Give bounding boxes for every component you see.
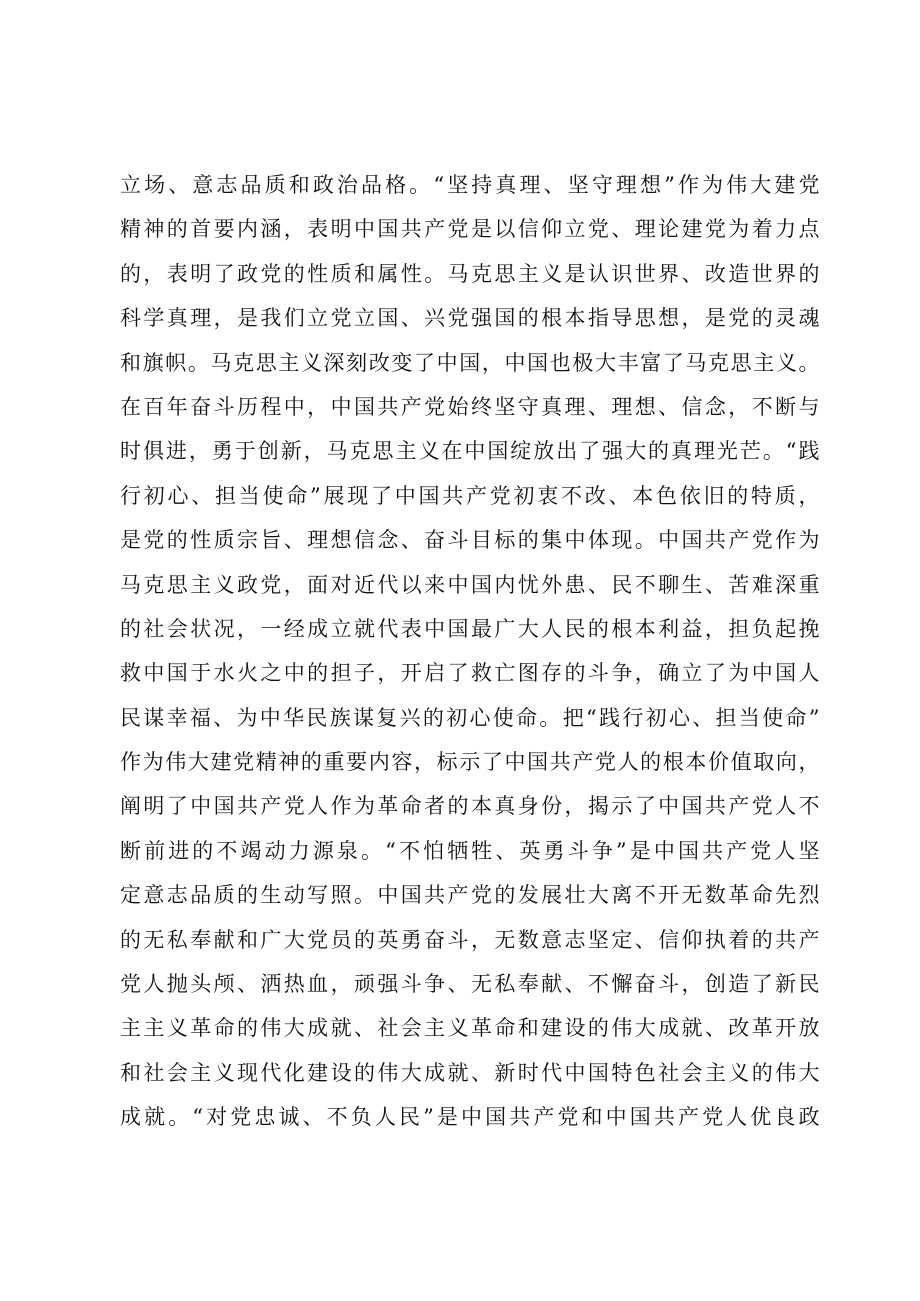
text-line: 是党的性质宗旨、理想信念、奋斗目标的集中体现。中国共产党作为 (120, 528, 820, 553)
text-line: 和社会主义现代化建设的伟大成就、新时代中国特色社会主义的伟大 (120, 1060, 820, 1085)
text-line: 的社会状况，一经成立就代表中国最广大人民的根本利益，担负起挽 (120, 616, 820, 641)
text-line: 民谋幸福、为中华民族谋复兴的初心使命。把“践行初心、担当使命” (120, 705, 820, 730)
text-line: 精神的首要内涵，表明中国共产党是以信仰立党、理论建党为着力点 (120, 217, 820, 242)
body-paragraph (120, 163, 820, 1140)
text-line: 立场、意志品质和政治品格。“坚持真理、坚守理想”作为伟大建党 (120, 173, 820, 197)
text-line: 断前进的不竭动力源泉。“不怕牺牲、英勇斗争”是中国共产党人坚 (120, 838, 820, 863)
text-line: 党人抛头颅、洒热血，顽强斗争、无私奉献、不懈奋斗，创造了新民 (120, 972, 820, 997)
text-line: 阐明了中国共产党人作为革命者的本真身份，揭示了中国共产党人不 (120, 794, 820, 819)
text-line: 主主义革命的伟大成就、社会主义革命和建设的伟大成就、改革开放 (120, 1016, 820, 1041)
text-line: 和旗帜。马克思主义深刻改变了中国，中国也极大丰富了马克思主义。 (120, 350, 820, 375)
text-line: 马克思主义政党，面对近代以来中国内忧外患、民不聊生、苦难深重 (120, 572, 820, 597)
text-line: 救中国于水火之中的担子，开启了救亡图存的斗争，确立了为中国人 (120, 661, 820, 686)
text-line: 在百年奋斗历程中，中国共产党始终坚守真理、理想、信念，不断与 (120, 394, 820, 419)
text-line: 作为伟大建党精神的重要内容，标示了中国共产党人的根本价值取向， (120, 750, 820, 775)
text-line: 的，表明了政党的性质和属性。马克思主义是认识世界、改造世界的 (120, 261, 820, 286)
text-line: 科学真理，是我们立党立国、兴党强国的根本指导思想，是党的灵魂 (120, 306, 820, 331)
text-line: 的无私奉献和广大党员的英勇奋斗，无数意志坚定、信仰执着的共产 (120, 927, 820, 952)
text-line: 行初心、担当使命”展现了中国共产党初衷不改、本色依旧的特质， (120, 483, 820, 508)
text-line: 时俱进，勇于创新，马克思主义在中国绽放出了强大的真理光芒。“践 (120, 439, 820, 464)
text-line: 成就。“对党忠诚、不负人民”是中国共产党和中国共产党人优良政 (120, 1105, 820, 1130)
text-line: 定意志品质的生动写照。中国共产党的发展壮大离不开无数革命先烈 (120, 883, 820, 908)
